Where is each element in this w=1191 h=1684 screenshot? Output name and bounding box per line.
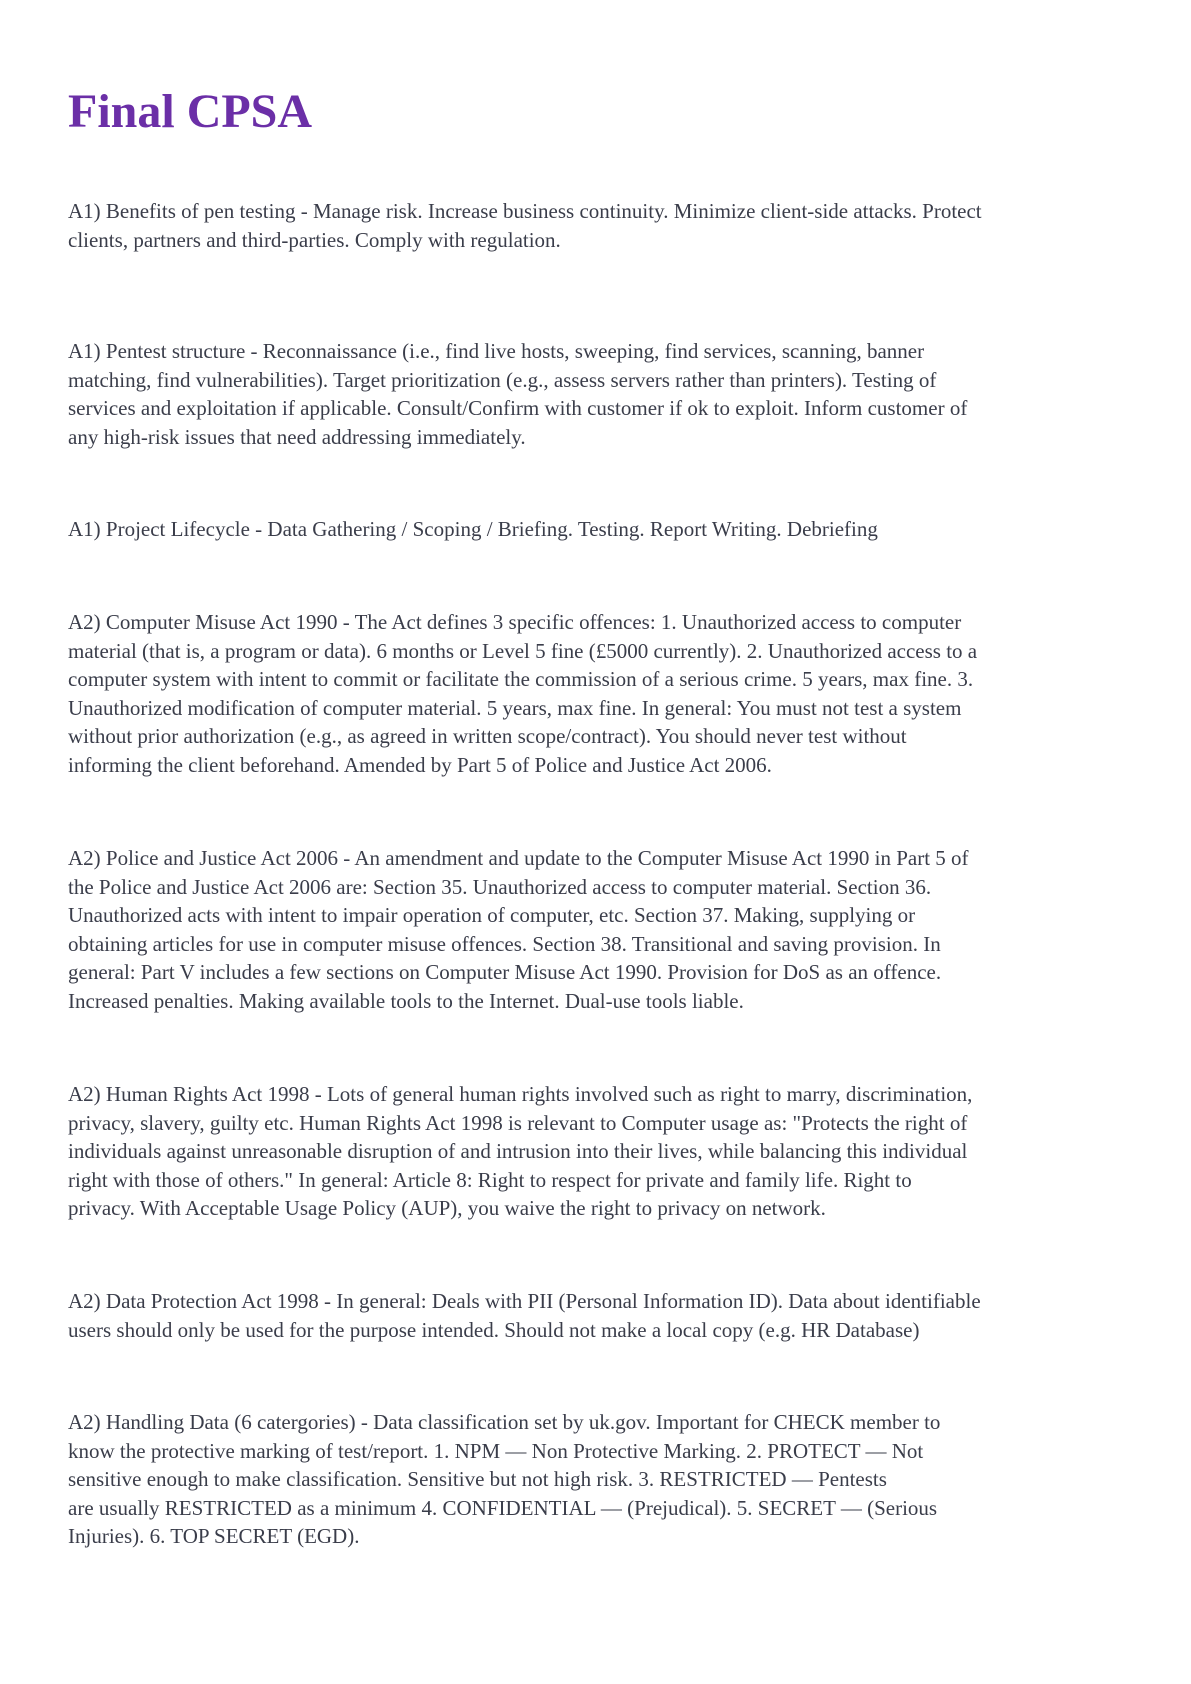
text-line: the Police and Justice Act 2006 are: Section 35. Unauthorized access to computer material. Section 36. [68, 874, 932, 899]
text-line: services and exploitation if applicable. Consult/Confirm with customer if ok to exploit. Inform customer of [68, 396, 968, 420]
text-line: matching, find vulnerabilities). Target prioritization (e.g., assess servers rather than printers). Testing of [68, 367, 937, 392]
text-line: A1) Pentest structure - Reconnaissance (i.e., find live hosts, sweeping, find services, scanning, banner [68, 339, 925, 363]
text-line: Unauthorized modification of computer material. 5 years, max fine. In general: You must not test a system [68, 695, 962, 720]
text-line: Increased penalties. Making available tools to the Internet. Dual-use tools liable. [68, 988, 744, 1013]
text-line: right with those of others." In general: Article 8: Right to respect for private and family life. Right to [68, 1167, 912, 1192]
paragraph-project-lifecycle [68, 515, 1128, 544]
paragraph-benefits-of-pen-testing [68, 197, 1128, 254]
text-line: privacy. With Acceptable Usage Policy (AUP), you waive the right to privacy on network. [68, 1196, 826, 1220]
text-line: obtaining articles for use in computer misuse offences. Section 38. Transitional and saving provision. In [68, 931, 941, 956]
text-line: A2) Human Rights Act 1998 - Lots of general human rights involved such as right to marry, discrimination, [68, 1082, 973, 1106]
text-line: privacy, slavery, guilty etc. Human Rights Act 1998 is relevant to Computer usage as: "Protects the right of [68, 1110, 968, 1135]
text-line: without prior authorization (e.g., as agreed in written scope/contract). You should never test without [68, 724, 907, 748]
text-line: A2) Police and Justice Act 2006 - An amendment and update to the Computer Misuse Act 1990 in Part 5 of [68, 846, 969, 870]
text-line: Unauthorized acts with intent to impair operation of computer, etc. Section 37. Making, supplying or [68, 903, 916, 927]
text-line: individuals against unreasonable disruption of and intrusion into their lives, while balancing this individual [68, 1139, 968, 1163]
text-line: clients, partners and third-parties. Comply with regulation. [68, 227, 561, 252]
text-line: computer system with intent to commit or facilitate the commission of a serious crime. 5 years, max fine. 3. [68, 667, 974, 691]
text-line: A2) Data Protection Act 1998 - In general: Deals with PII (Personal Information ID). Data about identifiable [68, 1289, 981, 1313]
text-line: users should only be used for the purpose intended. Should not make a local copy (e.g. HR Database) [68, 1317, 920, 1342]
text-line: general: Part V includes a few sections on Computer Misuse Act 1990. Provision for DoS as an offence. [68, 960, 942, 984]
paragraph-data-protection-act [68, 1287, 1128, 1344]
text-line: material (that is, a program or data). 6 months or Level 5 fine (£5000 currently). 2. Unauthorized access to a [68, 638, 978, 663]
text-line: A2) Handling Data (6 catergories) - Data classification set by uk.gov. Important for CHECK member to [68, 1410, 941, 1434]
paragraph-police-and-justice-act [68, 844, 1128, 1015]
text-line: A2) Computer Misuse Act 1990 - The Act defines 3 specific offences: 1. Unauthorized access to computer [68, 610, 962, 634]
paragraph-pentest-structure [68, 337, 1128, 451]
text-line: informing the client beforehand. Amended by Part 5 of Police and Justice Act 2006. [68, 752, 772, 777]
text-line: sensitive enough to make classification. Sensitive but not high risk. 3. RESTRICTED — Pentests [68, 1467, 887, 1491]
text-line: Injuries). 6. TOP SECRET (EGD). [68, 1524, 360, 1548]
text-line: A1) Benefits of pen testing - Manage risk. Increase business continuity. Minimize client-side attacks. Protect [68, 199, 982, 223]
text-line: are usually RESTRICTED as a minimum 4. CONFIDENTIAL — (Prejudical). 5. SECRET — (Serious [68, 1495, 938, 1520]
text-line: know the protective marking of test/report. 1. NPM — Non Protective Marking. 2. PROTECT — Not [68, 1438, 924, 1463]
text-line: A1) Project Lifecycle - Data Gathering / Scoping / Briefing. Testing. Report Writing. Debriefing [68, 517, 878, 541]
text-line: any high-risk issues that need addressing immediately. [68, 424, 526, 449]
page-title: Final CPSA [68, 85, 313, 138]
paragraph-handling-data [68, 1408, 1128, 1551]
paragraph-computer-misuse-act [68, 608, 1128, 779]
paragraph-human-rights-act [68, 1080, 1128, 1223]
